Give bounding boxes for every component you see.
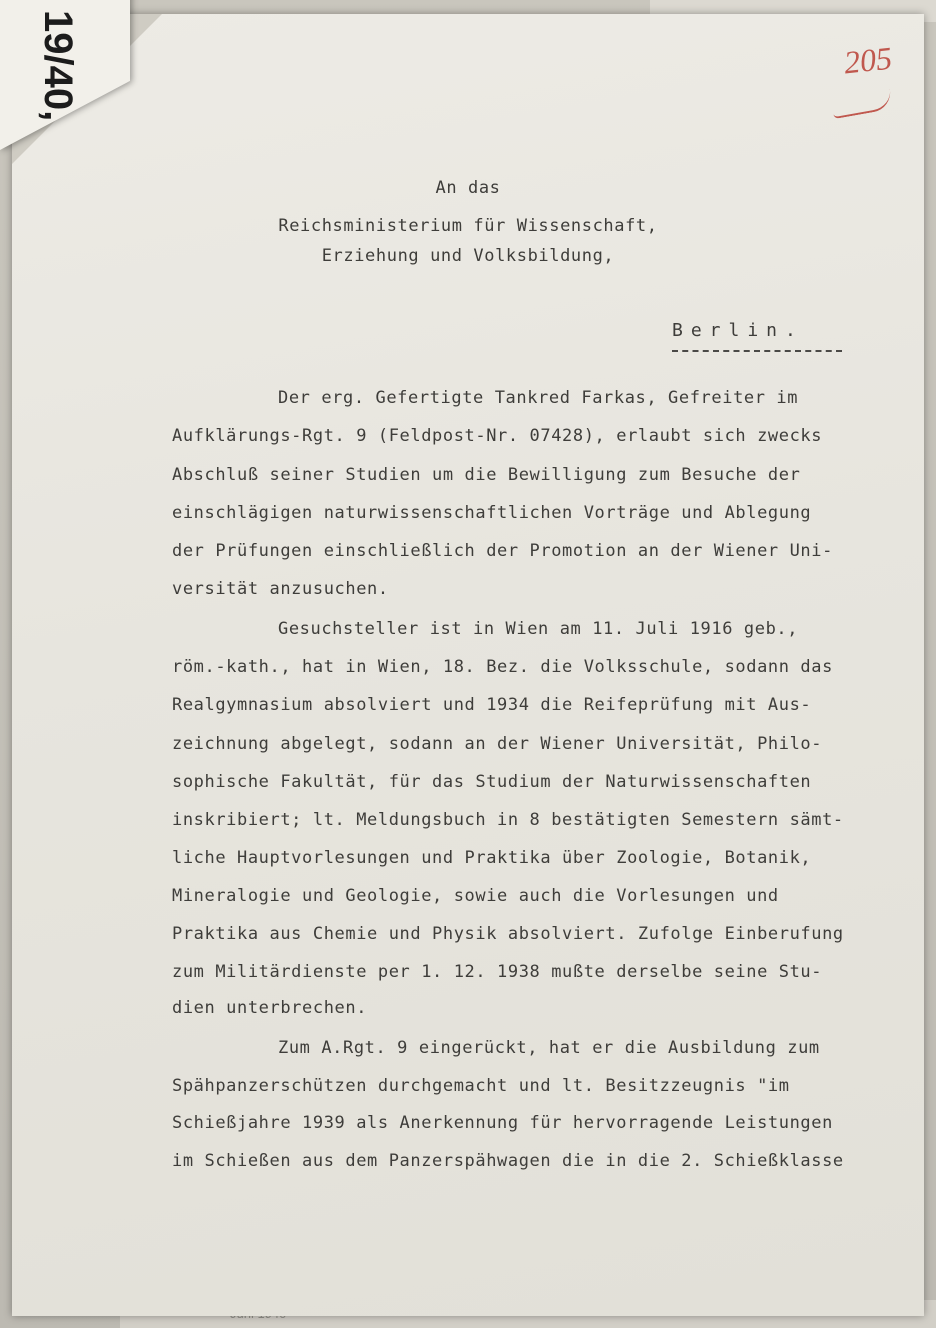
text-line: Realgymnasium absolviert und 1934 die Reifeprüfung mit Aus-: [172, 695, 812, 715]
folio-number: 205: [842, 39, 894, 81]
address-city: Berlin.: [672, 320, 804, 341]
folio-check-mark: [831, 89, 894, 119]
text-line: liche Hauptvorlesungen und Praktika über Zoologie, Botanik,: [172, 848, 812, 868]
address-line-3: Erziehung und Volksbildung,: [321, 246, 615, 266]
text-line: Schießjahre 1939 als Anerkennung für hervorragende Leistungen: [172, 1113, 833, 1133]
text-line: Spähpanzerschützen durchgemacht und lt. Besitzzeugnis "im: [172, 1076, 790, 1096]
text-line: zeichnung abgelegt, sodann an der Wiener Universität, Philo-: [172, 734, 823, 754]
text-line: Der erg. Gefertigte Tankred Farkas, Gefreiter im: [278, 388, 799, 408]
address-line-2: Reichsministerium für Wissenschaft,: [278, 216, 658, 236]
text-line: der Prüfungen einschließlich der Promotion an der Wiener Uni-: [172, 541, 833, 561]
text-line: Aufklärungs-Rgt. 9 (Feldpost-Nr. 07428), erlaubt sich zwecks: [172, 426, 823, 446]
text-line: sophische Fakultät, für das Studium der Naturwissenschaften: [172, 772, 812, 792]
document-page: [12, 14, 924, 1316]
text-line: dien unterbrechen.: [172, 998, 368, 1018]
text-line: im Schießen aus dem Panzerspähwagen die in die 2. Schießklasse: [172, 1151, 844, 1171]
text-line: röm.-kath., hat in Wien, 18. Bez. die Volksschule, sodann das: [172, 657, 833, 677]
city-underline: [672, 350, 842, 352]
show-through-text: [72, 74, 472, 194]
text-line: Abschluß seiner Studien um die Bewilligung zum Besuche der: [172, 465, 801, 485]
text-line: inskribiert; lt. Meldungsbuch in 8 bestätigten Semestern sämt-: [172, 810, 844, 830]
text-line: versität anzusuchen.: [172, 579, 389, 599]
text-line: Mineralogie und Geologie, sowie auch die Vorlesungen und: [172, 886, 779, 906]
text-line: einschlägigen naturwissenschaftlichen Vorträge und Ablegung: [172, 503, 812, 523]
corner-note: 19/40,: [36, 10, 80, 122]
text-line: Praktika aus Chemie und Physik absolviert. Zufolge Einberufung: [172, 924, 844, 944]
address-line-1: An das: [435, 178, 501, 198]
text-line: Zum A.Rgt. 9 eingerückt, hat er die Ausbildung zum: [278, 1038, 820, 1058]
text-line: Gesuchsteller ist in Wien am 11. Juli 1916 geb.,: [278, 619, 799, 639]
text-line: zum Militärdienste per 1. 12. 1938 mußte derselbe seine Stu-: [172, 962, 823, 982]
